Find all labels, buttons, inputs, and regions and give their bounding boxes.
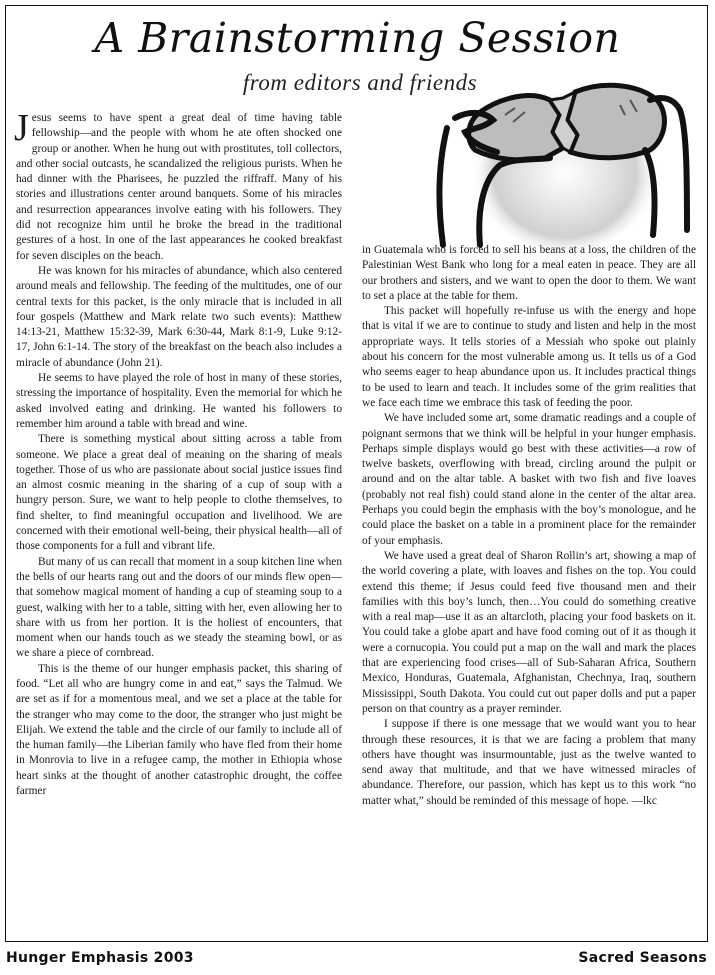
article-paragraph: Jesus seems to have spent a great deal of time having table fellowship—and the people with whom he ate often shocked one group or another. When he hung out with prostitutes, toll collectors, and other social outcasts, he scandalized the religious purists. When he had dinner with the Pharisees, he puzzled the riffraff. Many of his stories and illustrations center around banquets. Some of his miracles and resurrection appearances involve eating with his followers. They did not recognize him until he broke the bread in the traditional gestures of a host. In one of the last appearances he cooked breakfast for seven disciples on the beach. xyxy=(14,107,342,262)
article-right-column xyxy=(362,243,696,809)
article-paragraph: We have included some art, some dramatic readings and a couple of poignant sermons that we think will be helpful in your hunger emphasis. Perhaps simple displays would go best with these activities—a row of twelve baskets, overflowing with bread, circling around the pulpit or around and on the altar table. A basket with two fish and five loaves (probably not real fish) could stand alone in the center of the altar area. Perhaps you could begin the emphasis with the boy’s monologue, and he could place the basket on a table in a prominent place for the remainder of your emphasis. xyxy=(362,412,696,547)
article-paragraph: This packet will hopefully re-infuse us with the energy and hope that is vital if we are to continue to study and listen and help in the most appropriate ways. It tells stories of a Messiah who spoke out plainly about his concern for the most vulnerable among us. It tells us of a God who seems eager to heap abundance upon us. It includes practical things to be used to learn and teach. It includes some of the grim realities that we face each time we embrace this task of feeding the poor. xyxy=(362,305,696,409)
footer-publication: Hunger Emphasis 2003 xyxy=(6,950,194,966)
article-paragraph: He seems to have played the role of host in many of these stories, stressing the importance of hospitality. Even the memorial for which he asked involved eating and drinking. He wanted his followers to remember him around a table with bread and wine. xyxy=(16,372,342,430)
article-paragraph: This is the theme of our hunger emphasis packet, this sharing of food. “Let all who are hungry come in and eat,” says the Talmud. We are set as if for a momentous meal, and we set a place at the table for the stranger who may come to the door, the stranger who just might be Elijah. We extend the table and the circle of our family to include all of the human family—the Liberian family who have fled from their home in Monrovia to live in a refugee camp, the mother in Ethiopia whose heart sinks at the thought of another catastrophic drought, the coffee farmer xyxy=(16,662,342,798)
drop-cap: J xyxy=(14,107,29,149)
hands-breaking-bread-illustration xyxy=(425,70,710,250)
article-paragraph: But many of us can recall that moment in a soup kitchen line when the bells of our hearts rang out and the doors of our minds flew open—that somehow magical moment of handing a cup of steaming soup to a guest, walking with her to a table, sitting with her, even allowing her to share with us from her portion. It is the holiest of encounters, that moment when our hands touch as we steady the steaming bowl, or as we share a piece of cornbread. xyxy=(16,555,342,660)
article-paragraph: in Guatemala who is forced to sell his beans at a loss, the children of the Palestinian West Bank who long for a meal eaten in peace. They are all our brothers and sisters, and we want to open the door to them. We want to set a place at the table for them. xyxy=(362,244,696,302)
article-paragraph: I suppose if there is one message that we would want you to hear through these resources, it is that we are facing a problem that many others have thought was insurmountable, just as the twelve wanted to send away that multitude, and that we have witnessed miracles of abundance. Therefore, our passion, which has kept us to this work “no matter what,” should be reminded of this message of hope. —lkc xyxy=(362,718,696,807)
article-left-column xyxy=(14,107,342,799)
footer-series: Sacred Seasons xyxy=(578,950,707,966)
article-paragraph: He was known for his miracles of abundance, which also centered around meals and fellowship. The feeding of the multitudes, one of our central texts for this packet, is the only miracle that is included in all four gospels (Matthew and Mark relate two such events): Matthew 14:13-21, Matthew 15:32-39, Mark 6:30-44, Mark 8:1-9, Luke 9:12-17, John 6:1-14. The story of the breakfast on the beach also includes a miracle of abundance (John 21). xyxy=(16,264,342,369)
article-paragraph: There is something mystical about sitting across a table from someone. We place a great deal of meaning on the sharing of meals together. Those of us who are passionate about social justice issues find an almost cosmic meaning in the sharing of a cup of soup with a hungry person. Sure, we want to help people to clothe themselves, to find shelter, to find meaningful occupation and livelihood. We are concerned with their emotional well-being, their physical health—all of those components for a full and vibrant life. xyxy=(16,433,342,553)
page-subtitle: from editors and friends xyxy=(242,70,478,95)
article-paragraph: We have used a great deal of Sharon Rollin’s art, showing a map of the world covering a plate, with loaves and fishes on the top. You could extend this theme; if Jesus could feed five thousand men and their families with this boy’s lunch, then…You could do something creative with a real map—use it as an altarcloth, placing your food baskets on it. You could take a globe apart and have food coming out of it as though it were a cornucopia. You could put a map on the wall and mark the places that are experiencing food crises—all of Sub-Saharan Africa, Southern Mexico, Honduras, Guatemala, Afghanistan, Chechnya, Iraq, southern Mississippi, South Dakota. You could cut out paper dolls and put a paper person on that country as a prayer reminder. xyxy=(362,549,696,715)
page-title: A Brainstorming Session xyxy=(94,14,621,62)
